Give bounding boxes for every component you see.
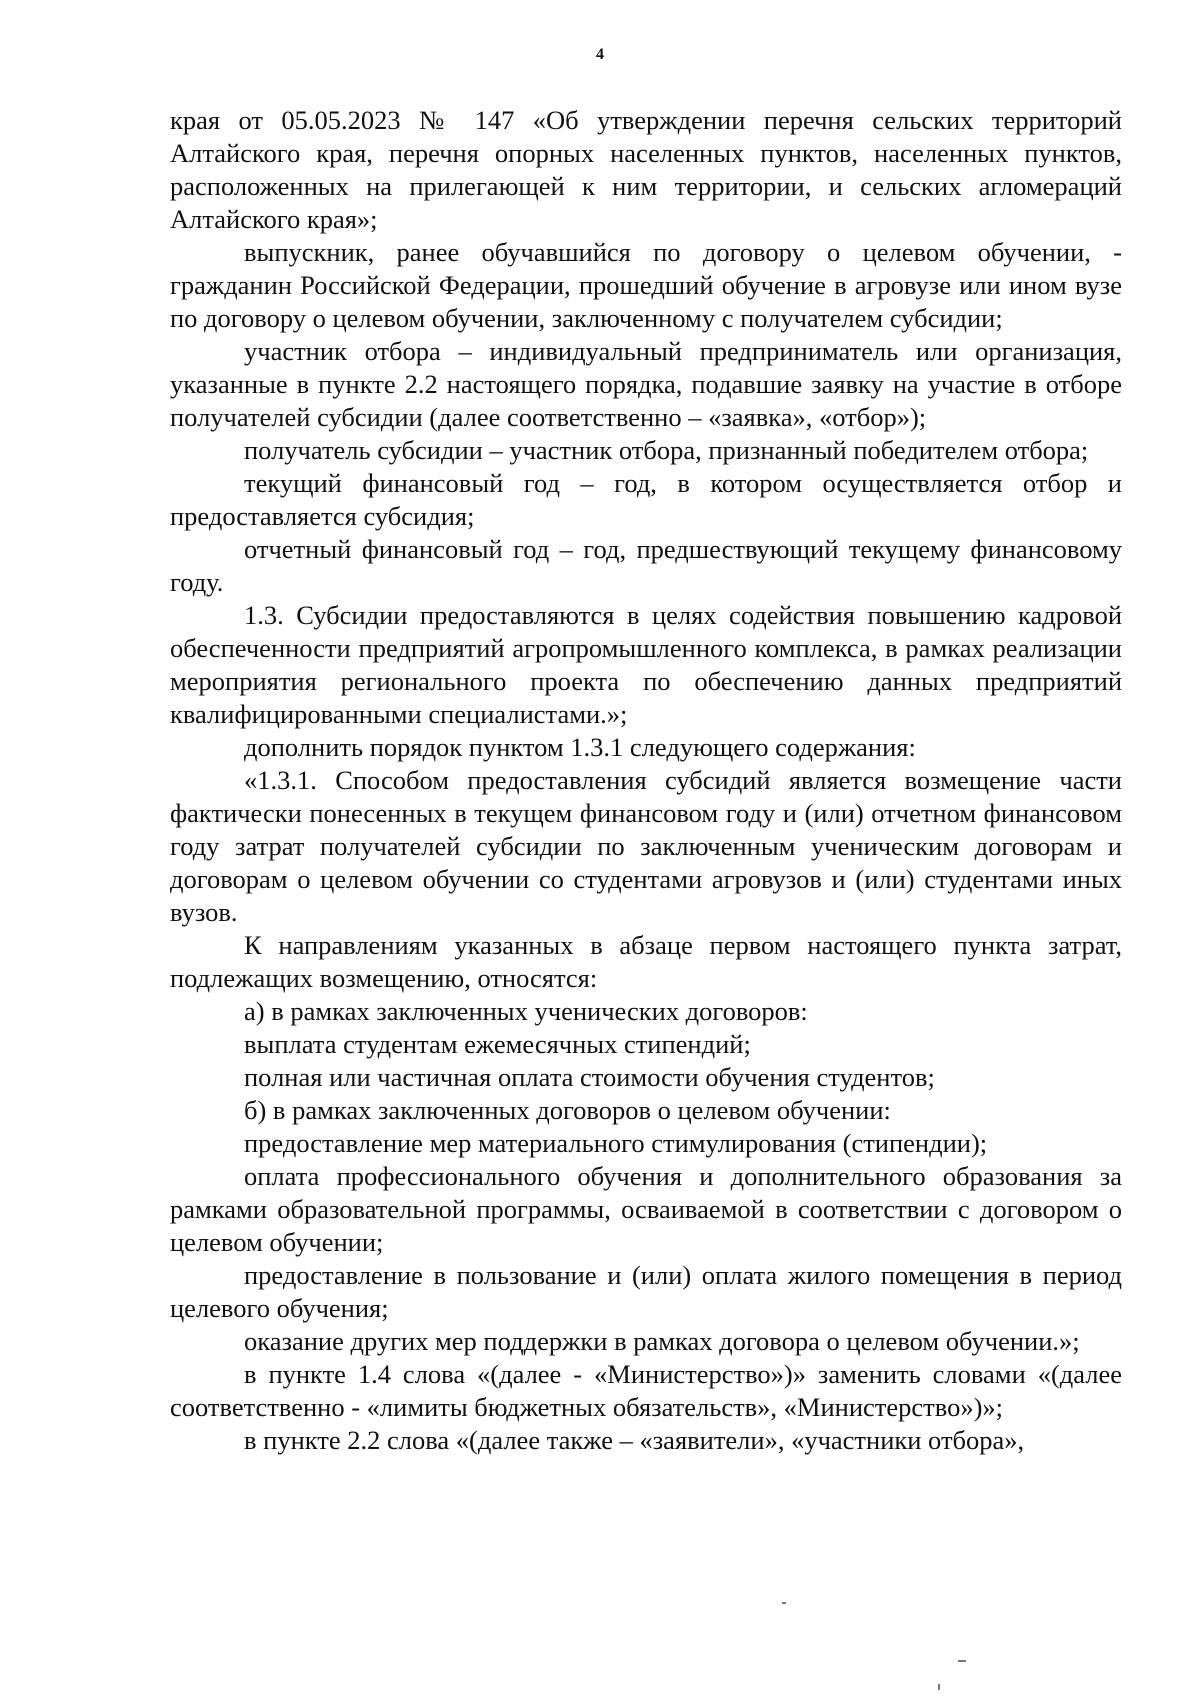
paragraph-clause-1-3: 1.3. Субсидии предоставляются в целях содействия повышению кадровой обеспеченности предприятий агропромышленного комплекса, в рамках реализации мероприятия регионального проекта по обеспечению данных предприятий квалифицированными специалистами.»; (170, 600, 1122, 729)
paragraph-continuation: края от 05.05.2023 № 147 «Об утверждении перечня сельских территорий Алтайского края, перечня опорных населенных пунктов, населенных пунктов, расположенных на прилегающей к ним территории, и сельских агломераций Алтайского края»; (170, 105, 1122, 234)
page-number: 4 (596, 46, 604, 63)
paragraph-reporting-year-definition: отчетный финансовый год – год, предшествующий текущему финансовому году. (170, 534, 1122, 597)
list-item-housing: предоставление в пользование и (или) оплата жилого помещения в период целевого обучения; (170, 1260, 1122, 1323)
paragraph-recipient-definition: получатель субсидии – участник отбора, признанный победителем отбора; (244, 435, 1089, 465)
paragraph-clause-2-2-amendment: в пункте 2.2 слова «(далее также – «заявители», «участники отбора», (244, 1425, 1025, 1455)
list-item-professional-training: оплата профессионального обучения и дополнительного образования за рамками образовательной программы, осваиваемой в соответствии с договором о целевом обучении; (170, 1161, 1122, 1257)
scan-speck (958, 1660, 966, 1662)
paragraph-participant-definition: участник отбора – индивидуальный предприниматель или организация, указанные в пункте 2.2 настоящего порядка, подавшие заявку на участие в отборе получателей субсидии (далее соответственно – «заявка», «отбор»); (170, 336, 1122, 432)
scan-speck (782, 1602, 786, 1604)
paragraph-clause-1-4-amendment: в пункте 1.4 слова «(далее - «Министерство»)» заменить словами «(далее соответственно - «лимиты бюджетных обязательств», «Министерство»)»; (170, 1359, 1122, 1422)
paragraph-cost-directions: К направлениям указанных в абзаце первом настоящего пункта затрат, подлежащих возмещению, относятся: (170, 930, 1122, 993)
list-item-incentives: предоставление мер материального стимулирования (стипендии); (244, 1128, 988, 1158)
document-body (170, 104, 1122, 1457)
paragraph-clause-1-3-1: «1.3.1. Способом предоставления субсидий является возмещение части фактически понесенных в текущем финансовом году и (или) отчетном финансовом году затрат получателей субсидии по заключенным ученическим договорам и договорам о целевом обучении со студентами агровузов и (или) студентами иных вузов. (170, 765, 1122, 927)
scan-speck (938, 1684, 940, 1690)
paragraph-add-clause: дополнить порядок пунктом 1.3.1 следующего содержания: (244, 732, 916, 762)
paragraph-current-year-definition: текущий финансовый год – год, в котором осуществляется отбор и предоставляется субсидия; (170, 468, 1122, 531)
list-item-a: а) в рамках заключенных ученических договоров: (244, 996, 808, 1026)
list-item-stipends: выплата студентам ежемесячных стипендий; (244, 1029, 751, 1059)
paragraph-graduate-definition: выпускник, ранее обучавшийся по договору о целевом обучении, - гражданин Российской Федерации, прошедший обучение в агровузе или ином вузе по договору о целевом обучении, заключенному с получателем субсидии; (170, 237, 1122, 333)
list-item-other-support: оказание других мер поддержки в рамках договора о целевом обучении.»; (244, 1326, 1080, 1356)
list-item-b: б) в рамках заключенных договоров о целевом обучении: (244, 1095, 891, 1125)
list-item-tuition: полная или частичная оплата стоимости обучения студентов; (244, 1062, 935, 1092)
